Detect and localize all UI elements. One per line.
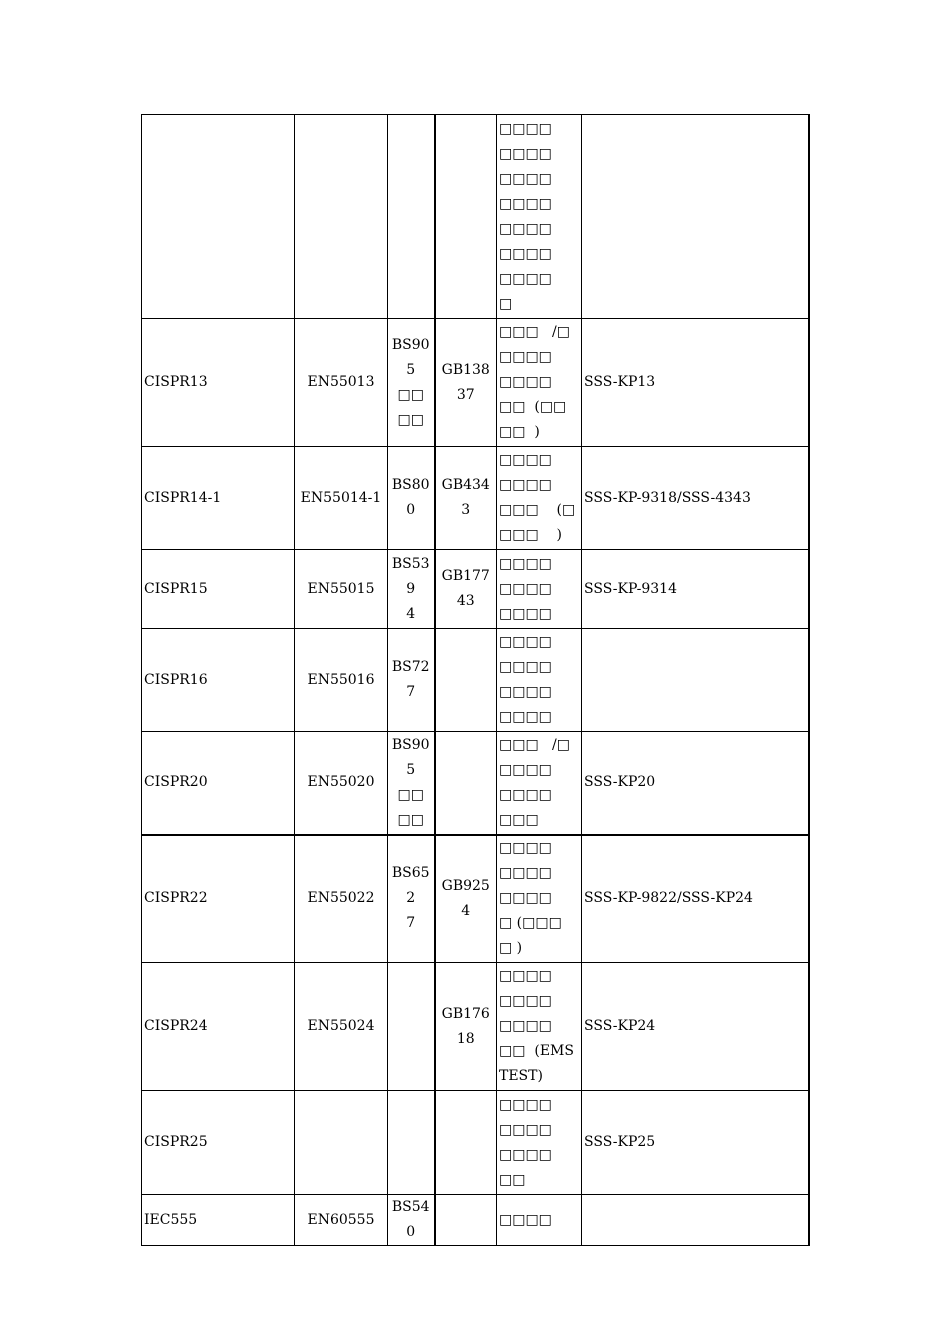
bs-cell bbox=[388, 115, 435, 319]
table-row bbox=[142, 447, 809, 550]
description-cell: □□□ /□ □□□□ □□□□ □□ (□□ □□ ) bbox=[497, 319, 582, 447]
bs-cell: BS652 7 bbox=[388, 835, 435, 963]
description-cell: □□□□ □□□□ □□□□ □□□□ bbox=[497, 629, 582, 732]
description-cell: □□□□ □□□□ □□□□ bbox=[497, 550, 582, 629]
table-row bbox=[142, 319, 809, 447]
cispr-cell: CISPR13 bbox=[142, 319, 295, 447]
sss-cell: SSS-KP-9822/SSS-KP24 bbox=[582, 835, 809, 963]
description-cell: □□□□ □□□□ □□□ (□ □□□ ) bbox=[497, 447, 582, 550]
table-row bbox=[142, 550, 809, 629]
description-cell: □□□□ □□□□ □□□□ □□□□ □□□□ □□□□ □□□□ □ bbox=[497, 115, 582, 319]
en-cell bbox=[295, 1091, 388, 1195]
gb-cell: GB17618 bbox=[435, 963, 497, 1091]
table-row bbox=[142, 1091, 809, 1195]
sss-cell bbox=[582, 115, 809, 319]
description-cell: □□□□ bbox=[497, 1195, 582, 1246]
cispr-cell: CISPR22 bbox=[142, 835, 295, 963]
sss-cell bbox=[582, 1195, 809, 1246]
cispr-cell: IEC555 bbox=[142, 1195, 295, 1246]
cispr-cell: CISPR20 bbox=[142, 732, 295, 835]
sss-cell: SSS-KP20 bbox=[582, 732, 809, 835]
bs-cell: BS905 □□ □□ bbox=[388, 732, 435, 835]
bs-cell: BS540 bbox=[388, 1195, 435, 1246]
gb-cell: GB9254 bbox=[435, 835, 497, 963]
en-cell: EN55015 bbox=[295, 550, 388, 629]
table-row bbox=[142, 732, 809, 835]
sss-cell: SSS-KP-9318/SSS-4343 bbox=[582, 447, 809, 550]
table-row bbox=[142, 963, 809, 1091]
table-row bbox=[142, 629, 809, 732]
cispr-cell: CISPR25 bbox=[142, 1091, 295, 1195]
gb-cell bbox=[435, 1091, 497, 1195]
cispr-cell: CISPR16 bbox=[142, 629, 295, 732]
bs-cell: BS800 bbox=[388, 447, 435, 550]
en-cell: EN60555 bbox=[295, 1195, 388, 1246]
table-row bbox=[142, 835, 809, 963]
gb-cell: GB4343 bbox=[435, 447, 497, 550]
cispr-cell: CISPR14-1 bbox=[142, 447, 295, 550]
en-cell: EN55014-1 bbox=[295, 447, 388, 550]
cispr-cell bbox=[142, 115, 295, 319]
en-cell: EN55024 bbox=[295, 963, 388, 1091]
description-cell: □□□□ □□□□ □□□□ □□ bbox=[497, 1091, 582, 1195]
bs-cell bbox=[388, 963, 435, 1091]
bs-cell: BS539 4 bbox=[388, 550, 435, 629]
en-cell: EN55022 bbox=[295, 835, 388, 963]
cispr-cell: CISPR24 bbox=[142, 963, 295, 1091]
gb-cell bbox=[435, 629, 497, 732]
en-cell: EN55020 bbox=[295, 732, 388, 835]
gb-cell: GB17743 bbox=[435, 550, 497, 629]
sss-cell: SSS-KP13 bbox=[582, 319, 809, 447]
bs-cell bbox=[388, 1091, 435, 1195]
en-cell bbox=[295, 115, 388, 319]
gb-cell: GB13837 bbox=[435, 319, 497, 447]
en-cell: EN55013 bbox=[295, 319, 388, 447]
sss-cell: SSS-KP25 bbox=[582, 1091, 809, 1195]
table-row bbox=[142, 115, 809, 319]
description-cell: □□□□ □□□□ □□□□ □ (□□□ □ ) bbox=[497, 835, 582, 963]
standards-table bbox=[141, 114, 810, 1246]
gb-cell bbox=[435, 732, 497, 835]
sss-cell: SSS-KP-9314 bbox=[582, 550, 809, 629]
sss-cell: SSS-KP24 bbox=[582, 963, 809, 1091]
description-cell: □□□ /□ □□□□ □□□□ □□□ bbox=[497, 732, 582, 835]
gb-cell bbox=[435, 1195, 497, 1246]
en-cell: EN55016 bbox=[295, 629, 388, 732]
bs-cell: BS727 bbox=[388, 629, 435, 732]
standards-table-body bbox=[142, 115, 809, 1246]
sss-cell bbox=[582, 629, 809, 732]
table-row bbox=[142, 1195, 809, 1246]
cispr-cell: CISPR15 bbox=[142, 550, 295, 629]
bs-cell: BS905 □□ □□ bbox=[388, 319, 435, 447]
gb-cell bbox=[435, 115, 497, 319]
description-cell: □□□□ □□□□ □□□□ □□ (EMS TEST) bbox=[497, 963, 582, 1091]
